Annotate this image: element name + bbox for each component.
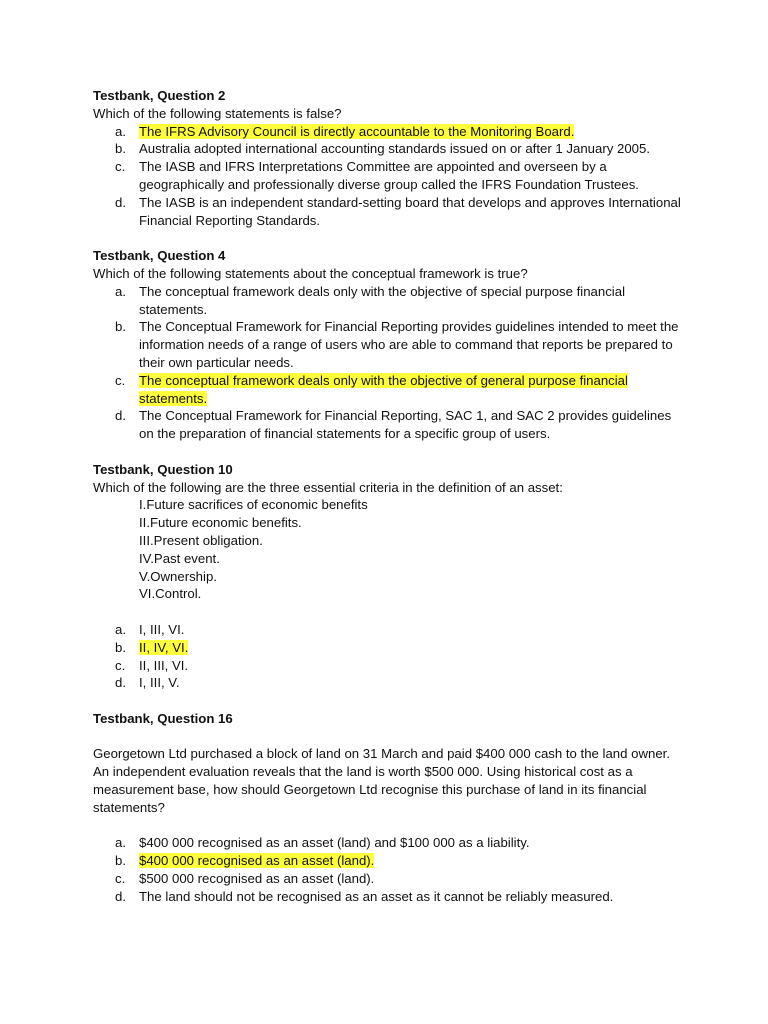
document-content (93, 87, 683, 923)
option-text: The IASB is an independent standard-setting board that develops and approves International Financial Reporting Standards. (139, 194, 681, 228)
option-letter: c. (115, 372, 126, 388)
question-block (93, 461, 683, 692)
option-text-highlighted: $400 000 recognised as an asset (land). (139, 853, 375, 869)
option-letter: b. (115, 319, 126, 335)
option-text: I, III, V. (139, 675, 180, 691)
answer-options (93, 123, 683, 230)
option-text-highlighted: The IFRS Advisory Council is directly accountable to the Monitoring Board. (139, 123, 575, 139)
criteria-item: III.Present obligation. (139, 532, 263, 548)
question-block (93, 87, 683, 229)
answer-option (93, 158, 683, 194)
answer-option (93, 852, 683, 870)
question-prompt: Which of the following are the three essential criteria in the definition of an asset: (93, 479, 563, 495)
option-letter: c. (115, 657, 126, 673)
answer-options (93, 283, 683, 443)
option-text: The Conceptual Framework for Financial Reporting provides guidelines intended to meet the information needs of a range of users who are able to command that reports be prepared to their own particular needs. (139, 319, 679, 370)
spacer (93, 603, 683, 621)
answer-option (93, 888, 683, 906)
answer-option (93, 140, 683, 158)
option-text: The IASB and IFRS Interpretations Committee are appointed and overseen by a geographically and professionally diverse group called the IFRS Foundation Trustees. (139, 159, 639, 192)
criteria-item: I.Future sacrifices of economic benefits (139, 497, 368, 513)
question-title: Testbank, Question 16 (93, 710, 233, 726)
answer-option (93, 123, 683, 141)
spacer (93, 817, 683, 835)
option-letter: a. (115, 283, 126, 299)
question-title: Testbank, Question 2 (93, 88, 226, 103)
answer-option (93, 674, 683, 692)
criteria-item: IV.Past event. (139, 550, 220, 566)
option-text: I, III, VI. (139, 621, 185, 637)
question-block (93, 247, 683, 443)
answer-option (93, 407, 683, 443)
option-letter: a. (115, 123, 126, 139)
option-text: The Conceptual Framework for Financial Reporting, SAC 1, and SAC 2 provides guidelines on the preparation of financial statements for a specific group of users. (139, 408, 672, 442)
answer-option (93, 194, 683, 230)
option-text: $400 000 recognised as an asset (land) and $100 000 as a liability. (139, 835, 530, 851)
criteria-list (93, 496, 683, 603)
criteria-item: V.Ownership. (139, 568, 217, 584)
option-text: The conceptual framework deals only with the objective of special purpose financial statements. (139, 283, 626, 317)
option-letter: d. (115, 194, 126, 210)
question-title: Testbank, Question 4 (93, 248, 226, 264)
question-title: Testbank, Question 10 (93, 461, 233, 477)
question-prompt: Which of the following statements is false? (93, 105, 342, 121)
answer-option (93, 283, 683, 319)
option-text: $500 000 recognised as an asset (land). (139, 871, 375, 887)
answer-option (93, 657, 683, 675)
option-letter: c. (115, 159, 126, 175)
criteria-item: VI.Control. (139, 586, 202, 602)
question-prompt: Which of the following statements about the conceptual framework is true? (93, 265, 528, 281)
answer-option (93, 870, 683, 888)
spacer (93, 728, 683, 746)
option-letter: c. (115, 871, 126, 887)
option-letter: d. (115, 888, 126, 904)
answer-option (93, 318, 683, 371)
option-text: The land should not be recognised as an asset as it cannot be reliably measured. (139, 888, 614, 904)
question-prompt: Georgetown Ltd purchased a block of land on 31 March and paid $400 000 cash to the land owner. An independent evaluation reveals that the land is worth $500 000. Using historical cost as a measurement base, how should Georgetown Ltd recognise this purchase of land in its financial statements? (93, 746, 670, 815)
answer-options (93, 621, 683, 692)
answer-options (93, 834, 683, 905)
criteria-item: II.Future economic benefits. (139, 515, 302, 531)
answer-option (93, 621, 683, 639)
option-letter: a. (115, 835, 126, 851)
option-letter: a. (115, 621, 126, 637)
option-text: II, III, VI. (139, 657, 189, 673)
option-letter: b. (115, 639, 126, 655)
answer-option (93, 834, 683, 852)
option-letter: d. (115, 408, 126, 424)
answer-option (93, 372, 683, 408)
option-letter: b. (115, 141, 126, 157)
answer-option (93, 639, 683, 657)
question-block (93, 710, 683, 906)
option-letter: d. (115, 675, 126, 691)
option-letter: b. (115, 853, 126, 869)
option-text-highlighted: The conceptual framework deals only with the objective of general purpose financial statements. (139, 372, 628, 406)
option-text-highlighted: II, IV, VI. (139, 639, 189, 655)
option-text: Australia adopted international accounting standards issued on or after 1 January 2005. (139, 141, 650, 157)
